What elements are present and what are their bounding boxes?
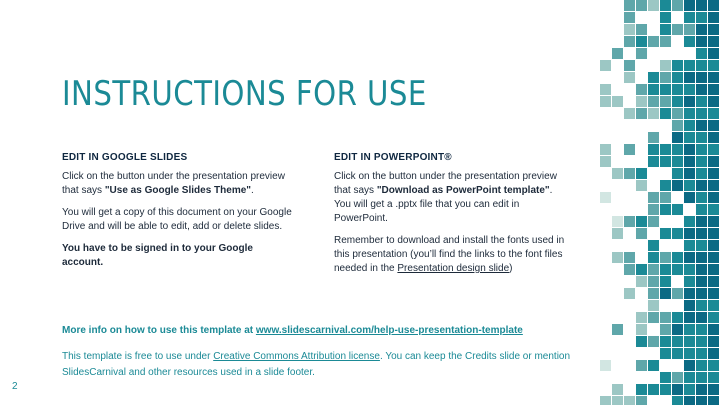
- mosaic-tile: [600, 192, 611, 203]
- mosaic-tile: [684, 144, 695, 155]
- mosaic-tile: [684, 372, 695, 383]
- mosaic-tile: [696, 12, 707, 23]
- mosaic-tile: [672, 372, 683, 383]
- powerpoint-paragraph-1: Click on the button under the presentation preview that says "Download as PowerPoint template". You will get a .pptx file that you can edit in PowerPoint.: [334, 171, 557, 224]
- mosaic-tile: [636, 360, 647, 371]
- mosaic-tile: [696, 156, 707, 167]
- mosaic-tile: [648, 156, 659, 167]
- mosaic-tile: [708, 300, 719, 311]
- mosaic-tile: [624, 108, 635, 119]
- mosaic-tile: [672, 336, 683, 347]
- mosaic-tile: [672, 264, 683, 275]
- mosaic-tile: [672, 396, 683, 405]
- mosaic-tile: [708, 228, 719, 239]
- mosaic-tile: [648, 336, 659, 347]
- mosaic-tile: [696, 120, 707, 131]
- mosaic-tile: [708, 312, 719, 323]
- mosaic-tile: [684, 300, 695, 311]
- mosaic-tile: [708, 372, 719, 383]
- mosaic-tile: [636, 384, 647, 395]
- mosaic-tile: [708, 276, 719, 287]
- mosaic-tile: [624, 0, 635, 11]
- mosaic-tile: [612, 228, 623, 239]
- mosaic-tile: [660, 144, 671, 155]
- more-info-line: More info on how to use this template at www.slidescarnival.com/help-use-presentation-template: [62, 325, 523, 336]
- mosaic-tile: [708, 48, 719, 59]
- mosaic-tile: [684, 324, 695, 335]
- mosaic-tile: [672, 96, 683, 107]
- mosaic-tile: [648, 204, 659, 215]
- mosaic-tile: [696, 384, 707, 395]
- mosaic-tile: [696, 96, 707, 107]
- mosaic-tile: [636, 336, 647, 347]
- mosaic-tile: [708, 204, 719, 215]
- mosaic-tile: [660, 312, 671, 323]
- mosaic-tile: [660, 264, 671, 275]
- mosaic-tile: [636, 36, 647, 47]
- mosaic-tile: [684, 180, 695, 191]
- google-slides-button-name: "Use as Google Slides Theme": [104, 185, 252, 196]
- mosaic-tile: [660, 84, 671, 95]
- mosaic-tile: [660, 192, 671, 203]
- mosaic-tile: [684, 276, 695, 287]
- mosaic-tile: [696, 180, 707, 191]
- mosaic-tile: [636, 84, 647, 95]
- mosaic-tile: [684, 84, 695, 95]
- mosaic-tile: [696, 36, 707, 47]
- mosaic-tile: [624, 72, 635, 83]
- mosaic-tile: [636, 168, 647, 179]
- mosaic-tile: [660, 336, 671, 347]
- mosaic-tile: [708, 60, 719, 71]
- mosaic-tile: [672, 108, 683, 119]
- mosaic-tile: [708, 144, 719, 155]
- mosaic-tile: [660, 252, 671, 263]
- mosaic-tile: [648, 360, 659, 371]
- mosaic-tile: [708, 264, 719, 275]
- mosaic-tile: [708, 240, 719, 251]
- mosaic-tile: [672, 348, 683, 359]
- mosaic-tile: [600, 60, 611, 71]
- mosaic-tile: [708, 180, 719, 191]
- mosaic-tile: [636, 180, 647, 191]
- mosaic-tile: [684, 360, 695, 371]
- mosaic-tile: [660, 60, 671, 71]
- mosaic-tile: [624, 60, 635, 71]
- license-text: This template is free to use under Creative Commons Attribution license. You can keep the Credits slide or mention SlidesCarnival and other resources used in a slide footer.: [62, 351, 571, 378]
- mosaic-tile: [696, 192, 707, 203]
- mosaic-tile: [624, 396, 635, 405]
- mosaic-tile: [612, 252, 623, 263]
- mosaic-tile: [684, 288, 695, 299]
- mosaic-tile: [672, 156, 683, 167]
- mosaic-tile: [696, 48, 707, 59]
- mosaic-tile: [684, 132, 695, 143]
- mosaic-tile: [696, 144, 707, 155]
- mosaic-tile: [600, 156, 611, 167]
- mosaic-tile: [672, 60, 683, 71]
- mosaic-tile: [672, 288, 683, 299]
- mosaic-tile: [600, 84, 611, 95]
- mosaic-tile: [648, 192, 659, 203]
- mosaic-tile: [684, 168, 695, 179]
- mosaic-tile: [696, 276, 707, 287]
- mosaic-tile: [636, 48, 647, 59]
- mosaic-tile: [600, 144, 611, 155]
- mosaic-tile: [684, 336, 695, 347]
- mosaic-tile: [708, 72, 719, 83]
- mosaic-tile: [708, 120, 719, 131]
- mosaic-tile: [696, 168, 707, 179]
- mosaic-tile: [636, 108, 647, 119]
- powerpoint-heading: EDIT IN POWERPOINT®: [334, 152, 452, 163]
- mosaic-tile: [708, 0, 719, 11]
- mosaic-tile: [636, 276, 647, 287]
- mosaic-tile: [696, 348, 707, 359]
- mosaic-tile: [612, 396, 623, 405]
- mosaic-tile: [636, 0, 647, 11]
- presentation-design-slide-link[interactable]: Presentation design slide: [397, 263, 510, 274]
- google-slides-heading: EDIT IN GOOGLE SLIDES: [62, 152, 188, 163]
- mosaic-tile: [660, 228, 671, 239]
- mosaic-tile: [660, 324, 671, 335]
- mosaic-tile: [648, 312, 659, 323]
- mosaic-tile: [708, 12, 719, 23]
- mosaic-tile: [660, 372, 671, 383]
- mosaic-tile: [672, 180, 683, 191]
- mosaic-tile: [672, 312, 683, 323]
- mosaic-tile: [684, 96, 695, 107]
- mosaic-tile: [708, 396, 719, 405]
- mosaic-tile: [684, 216, 695, 227]
- mosaic-tile: [684, 0, 695, 11]
- mosaic-tile: [672, 0, 683, 11]
- mosaic-tile: [708, 96, 719, 107]
- mosaic-tile: [684, 156, 695, 167]
- mosaic-tile: [708, 216, 719, 227]
- mosaic-tile: [708, 384, 719, 395]
- mosaic-tile: [660, 384, 671, 395]
- google-slides-paragraph-2: You will get a copy of this document on your Google Drive and will be able to edit, add or delete slides.: [62, 207, 292, 232]
- powerpoint-section: [334, 152, 570, 284]
- mosaic-tile: [636, 216, 647, 227]
- mosaic-tile: [708, 252, 719, 263]
- mosaic-tile: [624, 36, 635, 47]
- mosaic-tile: [696, 360, 707, 371]
- mosaic-tile: [684, 384, 695, 395]
- mosaic-tile: [696, 60, 707, 71]
- mosaic-tile: [648, 96, 659, 107]
- mosaic-tile: [684, 264, 695, 275]
- mosaic-tile: [660, 204, 671, 215]
- mosaic-tile: [696, 216, 707, 227]
- mosaic-tile: [684, 60, 695, 71]
- mosaic-tile: [708, 24, 719, 35]
- mosaic-tile: [684, 396, 695, 405]
- mosaic-tile: [684, 120, 695, 131]
- mosaic-tile: [708, 288, 719, 299]
- mosaic-tile: [684, 312, 695, 323]
- mosaic-tile: [636, 324, 647, 335]
- mosaic-tile: [660, 276, 671, 287]
- mosaic-tile: [696, 264, 707, 275]
- mosaic-tile: [636, 24, 647, 35]
- google-slides-paragraph-3: You have to be signed in to your Google account.: [62, 243, 253, 268]
- mosaic-tile: [708, 324, 719, 335]
- mosaic-tile: [684, 36, 695, 47]
- mosaic-tile: [624, 144, 635, 155]
- mosaic-tile: [636, 96, 647, 107]
- mosaic-tile: [696, 252, 707, 263]
- powerpoint-paragraph-2: Remember to download and install the fonts used in this presentation (you’ll find the links to the font files needed in the Presentation design slide): [334, 235, 565, 274]
- mosaic-tile: [648, 36, 659, 47]
- mosaic-tile: [672, 384, 683, 395]
- mosaic-tile: [696, 132, 707, 143]
- mosaic-tile: [684, 228, 695, 239]
- mosaic-tile: [648, 72, 659, 83]
- mosaic-tile: [672, 24, 683, 35]
- mosaic-tile: [624, 288, 635, 299]
- mosaic-tile: [648, 108, 659, 119]
- mosaic-tile: [672, 72, 683, 83]
- mosaic-tile: [648, 144, 659, 155]
- mosaic-tile: [636, 396, 647, 405]
- mosaic-tile: [672, 84, 683, 95]
- mosaic-tile: [684, 252, 695, 263]
- mosaic-tile: [708, 156, 719, 167]
- mosaic-tile: [684, 108, 695, 119]
- mosaic-tile: [624, 216, 635, 227]
- mosaic-tile: [696, 0, 707, 11]
- page-number: 2: [12, 381, 18, 392]
- mosaic-tile: [636, 264, 647, 275]
- mosaic-tile: [660, 108, 671, 119]
- mosaic-tile: [696, 228, 707, 239]
- mosaic-tile: [684, 72, 695, 83]
- mosaic-tile: [624, 168, 635, 179]
- mosaic-tile: [708, 108, 719, 119]
- mosaic-tile: [612, 96, 623, 107]
- mosaic-tile: [660, 36, 671, 47]
- mosaic-tile: [612, 324, 623, 335]
- mosaic-tile: [708, 336, 719, 347]
- mosaic-tile: [648, 84, 659, 95]
- google-slides-paragraph-1: Click on the button under the presentation preview that says "Use as Google Slides Theme".: [62, 171, 285, 196]
- mosaic-tile: [708, 360, 719, 371]
- mosaic-tile: [684, 348, 695, 359]
- mosaic-tile: [600, 96, 611, 107]
- mosaic-tile: [660, 72, 671, 83]
- mosaic-tile: [684, 12, 695, 23]
- mosaic-tile: [696, 312, 707, 323]
- mosaic-tile: [648, 216, 659, 227]
- mosaic-tile: [672, 144, 683, 155]
- mosaic-tile: [612, 168, 623, 179]
- mosaic-tile: [696, 336, 707, 347]
- mosaic-tile: [612, 48, 623, 59]
- mosaic-tile: [684, 192, 695, 203]
- mosaic-tile: [624, 12, 635, 23]
- mosaic-tile: [672, 204, 683, 215]
- mosaic-tile: [612, 216, 623, 227]
- mosaic-tile: [612, 384, 623, 395]
- mosaic-tile: [708, 192, 719, 203]
- mosaic-tile: [708, 84, 719, 95]
- mosaic-tile: [660, 156, 671, 167]
- mosaic-tile: [624, 24, 635, 35]
- mosaic-tile: [696, 372, 707, 383]
- mosaic-tile: [672, 252, 683, 263]
- mosaic-tile: [636, 312, 647, 323]
- creative-commons-link[interactable]: Creative Commons Attribution license: [213, 351, 380, 362]
- mosaic-tile: [660, 12, 671, 23]
- mosaic-tile: [648, 288, 659, 299]
- mosaic-tile: [648, 240, 659, 251]
- mosaic-tile: [648, 132, 659, 143]
- powerpoint-button-name: "Download as PowerPoint template": [376, 185, 550, 196]
- mosaic-tile: [648, 264, 659, 275]
- mosaic-tile: [696, 396, 707, 405]
- mosaic-tile: [708, 168, 719, 179]
- mosaic-tile: [696, 300, 707, 311]
- mosaic-tile: [624, 252, 635, 263]
- mosaic-tile: [660, 0, 671, 11]
- mosaic-tile: [708, 36, 719, 47]
- slide-title: INSTRUCTIONS FOR USE: [62, 74, 427, 114]
- mosaic-tile: [684, 24, 695, 35]
- google-slides-section: [62, 152, 294, 278]
- mosaic-tile: [660, 96, 671, 107]
- mosaic-tile: [708, 348, 719, 359]
- mosaic-tile: [696, 204, 707, 215]
- mosaic-tile: [684, 240, 695, 251]
- mosaic-tile: [624, 264, 635, 275]
- mosaic-tile: [696, 240, 707, 251]
- mosaic-tile: [696, 24, 707, 35]
- mosaic-tile: [648, 276, 659, 287]
- mosaic-tile: [660, 24, 671, 35]
- mosaic-tile: [696, 324, 707, 335]
- mosaic-tile: [648, 0, 659, 11]
- mosaic-tile: [672, 324, 683, 335]
- mosaic-tile: [600, 396, 611, 405]
- mosaic-tile: [672, 228, 683, 239]
- mosaic-tile: [648, 300, 659, 311]
- mosaic-tile: [708, 132, 719, 143]
- mosaic-tile: [648, 252, 659, 263]
- mosaic-tile: [636, 228, 647, 239]
- mosaic-tile: [648, 384, 659, 395]
- mosaic-tile: [672, 168, 683, 179]
- mosaic-tile: [696, 108, 707, 119]
- mosaic-tile: [672, 120, 683, 131]
- mosaic-tile: [672, 132, 683, 143]
- mosaic-tile: [696, 72, 707, 83]
- mosaic-tile: [696, 84, 707, 95]
- help-template-link[interactable]: www.slidescarnival.com/help-use-presentation-template: [255, 325, 523, 336]
- mosaic-tile: [660, 348, 671, 359]
- mosaic-tile: [660, 180, 671, 191]
- mosaic-tile: [696, 288, 707, 299]
- mosaic-tile: [660, 288, 671, 299]
